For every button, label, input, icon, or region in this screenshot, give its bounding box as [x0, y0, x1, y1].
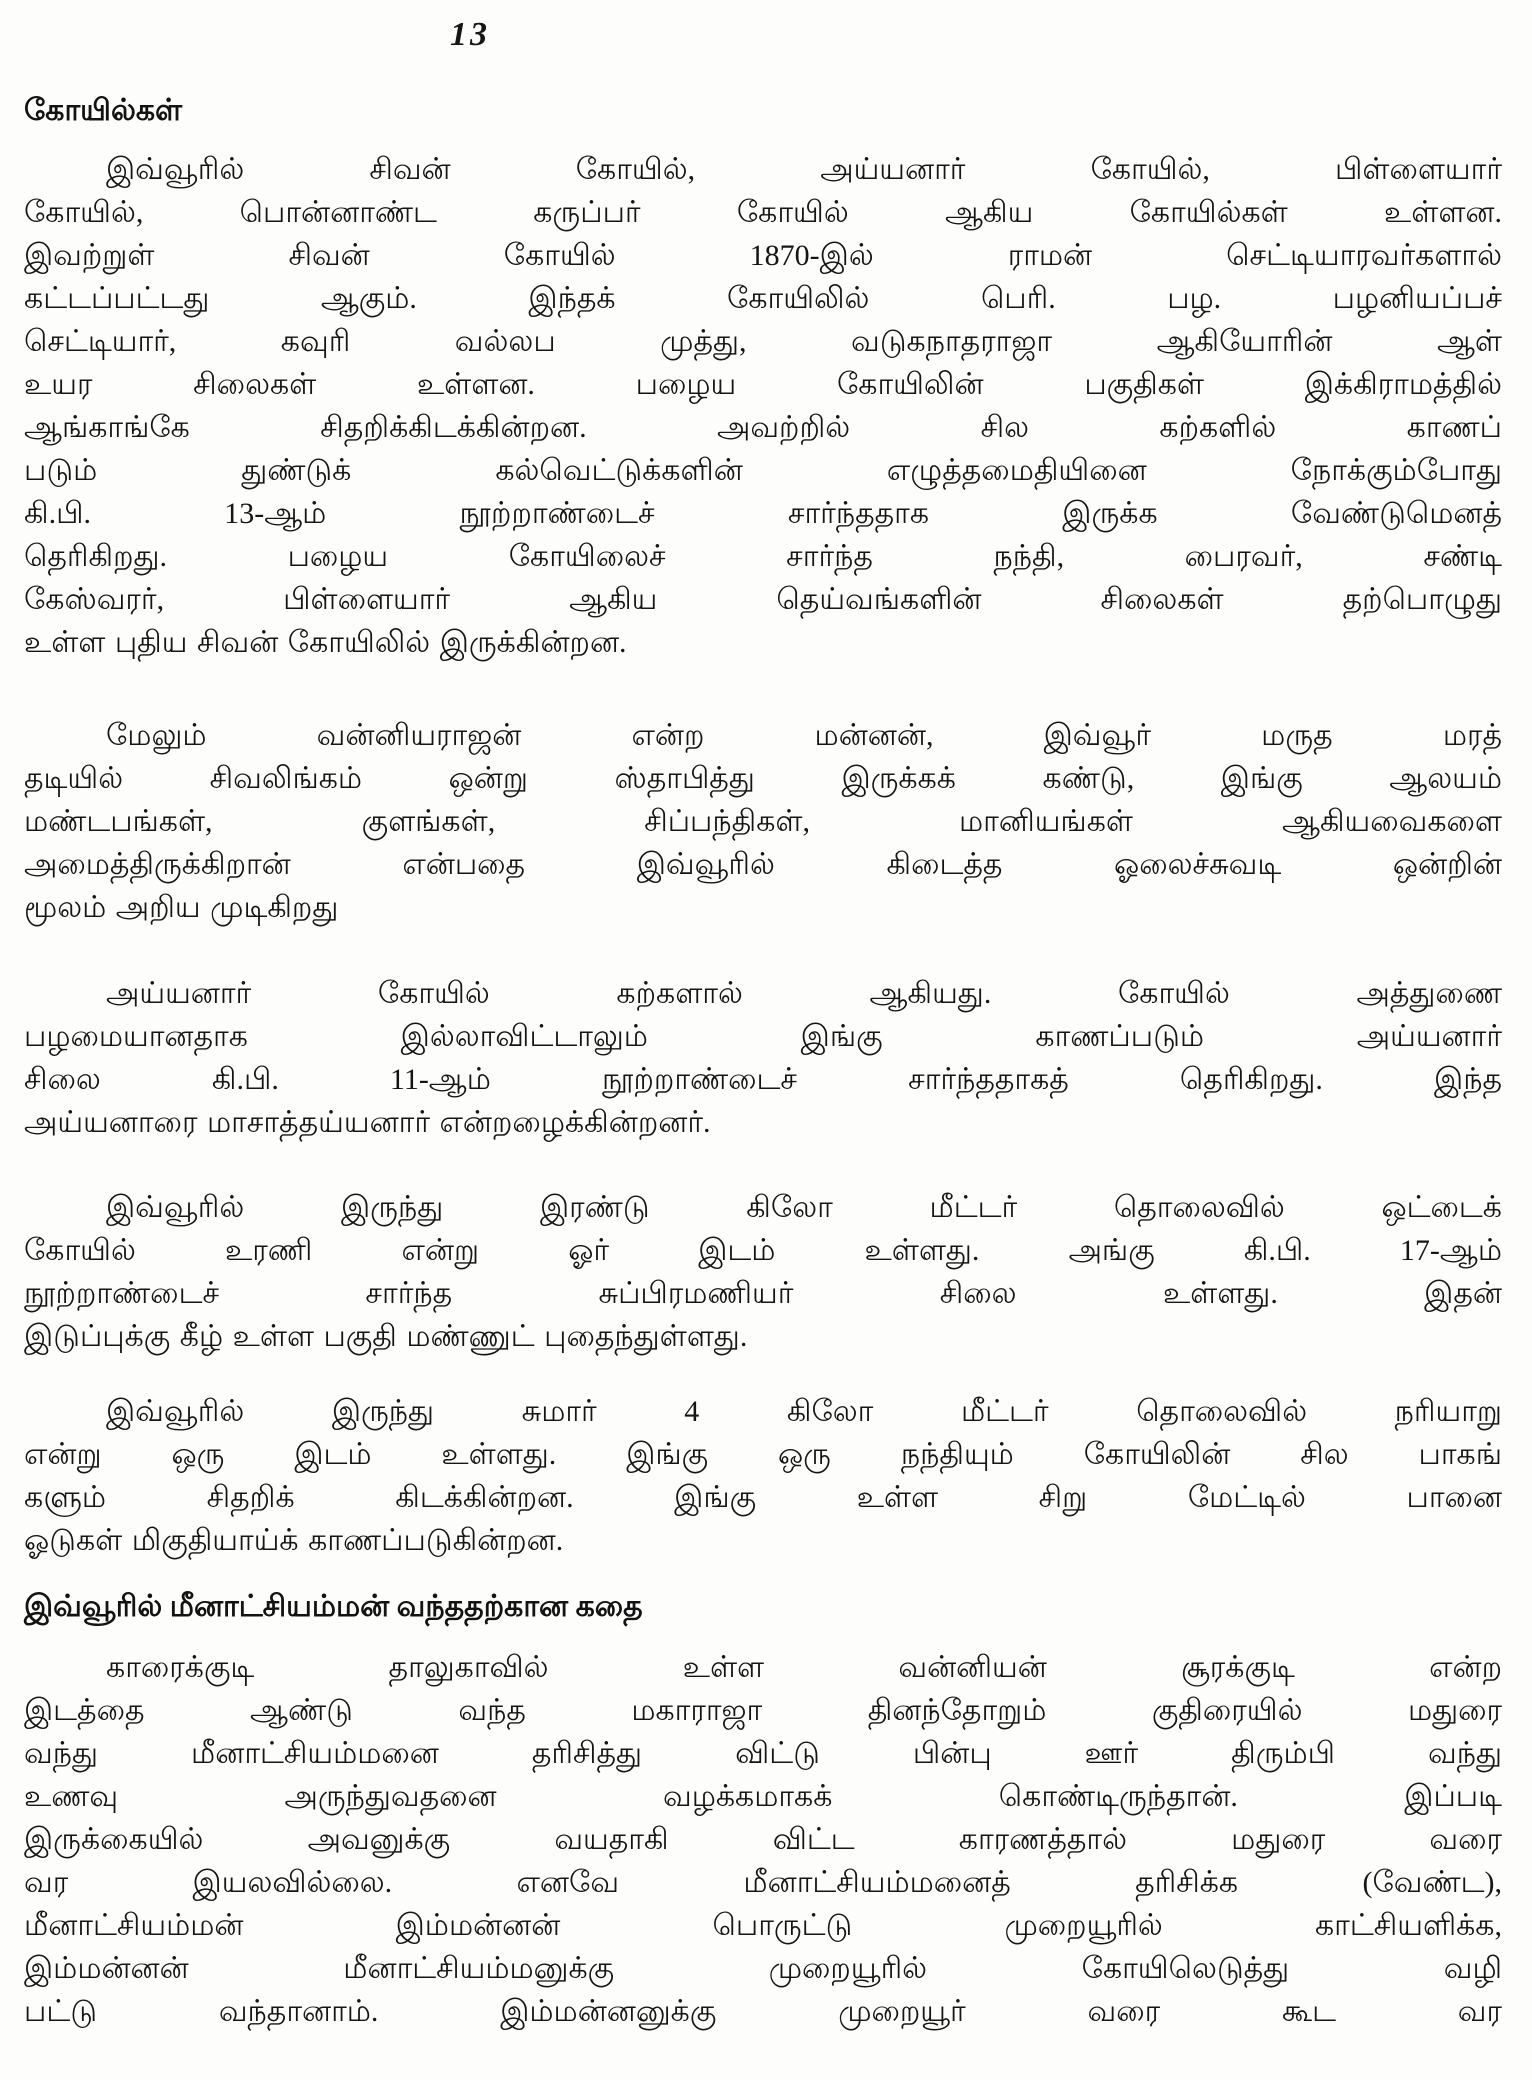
- paragraph-temples-overview: [24, 148, 1502, 664]
- text-line: இம்மன்னன் மீனாட்சியம்மனுக்கு முறையூரில் கோயிலெடுத்து வழி: [24, 1952, 1502, 1985]
- page-number: 13: [450, 16, 490, 53]
- text-line: கட்டப்பட்டது ஆகும். இந்தக் கோயிலில் பெரி. பழ. பழனியப்பச்: [24, 282, 1502, 315]
- paragraph-vanniyarajan-lingam: [24, 714, 1502, 929]
- text-line: வர இயலவில்லை. எனவே மீனாட்சியம்மனைத் தரிசிக்க (வேண்ட),: [24, 1866, 1502, 1899]
- text-line: இவற்றுள் சிவன் கோயில் 1870-இல் ராமன் செட்டியாரவர்களால்: [24, 239, 1502, 272]
- text-line: இருக்கையில் அவனுக்கு வயதாகி விட்ட காரணத்தால் மதுரை வரை: [24, 1823, 1502, 1856]
- text-line: கி.பி. 13-ஆம் நூற்றாண்டைச் சார்ந்ததாக இருக்க வேண்டுமெனத்: [24, 497, 1502, 530]
- text-line: என்று ஒரு இடம் உள்ளது. இங்கு ஒரு நந்தியும் கோயிலின் சில பாகங்: [24, 1438, 1502, 1471]
- text-line: தெரிகிறது. பழைய கோயிலைச் சார்ந்த நந்தி, பைரவர், சண்டி: [24, 540, 1502, 573]
- text-line: இவ்வூரில் சிவன் கோயில், அய்யனார் கோயில், பிள்ளையார்: [106, 153, 1502, 186]
- text-line: பழமையானதாக இல்லாவிட்டாலும் இங்கு காணப்படும் அய்யனார்: [24, 1020, 1502, 1053]
- text-line: படும் துண்டுக் கல்வெட்டுக்களின் எழுத்தமைதியினை நோக்கும்போது: [24, 454, 1502, 487]
- text-line: மீனாட்சியம்மன் இம்மன்னன் பொருட்டு முறையூரில் காட்சியளிக்க,: [24, 1909, 1502, 1942]
- text-line: இடுப்புக்கு கீழ் உள்ள பகுதி மண்ணுட் புதைந்துள்ளது.: [24, 1320, 748, 1353]
- paragraph-ottaikoyil-urani: [24, 1186, 1502, 1358]
- paragraph-meenakshi-story: [24, 1646, 1502, 2033]
- text-line: அய்யனார் கோயில் கற்களால் ஆகியது. கோயில் அத்துணை: [106, 977, 1502, 1010]
- text-line: இடத்தை ஆண்டு வந்த மகாராஜா தினந்தோறும் குதிரையில் மதுரை: [24, 1694, 1502, 1727]
- text-line: கோயில் உரணி என்று ஓர் இடம் உள்ளது. அங்கு கி.பி. 17-ஆம்: [24, 1234, 1502, 1267]
- text-line: மூலம் அறிய முடிகிறது: [24, 891, 339, 924]
- text-line: மேலும் வன்னியராஜன் என்ற மன்னன், இவ்வூர் மருத மரத்: [106, 719, 1502, 752]
- text-line: தடியில் சிவலிங்கம் ஒன்று ஸ்தாபித்து இருக்கக் கண்டு, இங்கு ஆலயம்: [24, 762, 1502, 795]
- text-line: சிலை கி.பி. 11-ஆம் நூற்றாண்டைச் சார்ந்ததாகத் தெரிகிறது. இந்த: [24, 1063, 1502, 1096]
- text-line: அமைத்திருக்கிறான் என்பதை இவ்வூரில் கிடைத்த ஓலைச்சுவடி ஒன்றின்: [24, 848, 1502, 881]
- text-line: மண்டபங்கள், குளங்கள், சிப்பந்திகள், மானியங்கள் ஆகியவைகளை: [24, 805, 1502, 838]
- text-line: உணவு அருந்துவதனை வழக்கமாகக் கொண்டிருந்தான். இப்படி: [24, 1780, 1502, 1813]
- text-line: களும் சிதறிக் கிடக்கின்றன. இங்கு உள்ள சிறு மேட்டில் பானை: [24, 1481, 1502, 1514]
- text-line: நூற்றாண்டைச் சார்ந்த சுப்பிரமணியர் சிலை உள்ளது. இதன்: [24, 1277, 1502, 1310]
- text-line: இவ்வூரில் இருந்து சுமார் 4 கிலோ மீட்டர் தொலைவில் நரியாறு: [106, 1395, 1502, 1428]
- paragraph-nariyaru: [24, 1390, 1502, 1562]
- section-heading-meenakshi-story: இவ்வூரில் மீனாட்சியம்மன் வந்ததற்கான கதை: [24, 1590, 643, 1623]
- text-line: வந்து மீனாட்சியம்மனை தரிசித்து விட்டு பின்பு ஊர் திரும்பி வந்து: [24, 1737, 1502, 1770]
- text-line: ஓடுகள் மிகுதியாய்க் காணப்படுகின்றன.: [24, 1524, 564, 1557]
- text-line: உயர சிலைகள் உள்ளன. பழைய கோயிலின் பகுதிகள் இக்கிராமத்தில்: [24, 368, 1502, 401]
- text-line: அய்யனாரை மாசாத்தய்யனார் என்றழைக்கின்றனர்.: [24, 1106, 711, 1139]
- text-line: கோயில், பொன்னாண்ட கருப்பர் கோயில் ஆகிய கோயில்கள் உள்ளன.: [24, 196, 1502, 229]
- text-line: காரைக்குடி தாலுகாவில் உள்ள வன்னியன் சூரக்குடி என்ற: [106, 1651, 1502, 1684]
- text-line: கேஸ்வரர், பிள்ளையார் ஆகிய தெய்வங்களின் சிலைகள் தற்பொழுது: [24, 583, 1502, 616]
- paragraph-ayyanar-temple: [24, 972, 1502, 1144]
- text-line: ஆங்காங்கே சிதறிக்கிடக்கின்றன. அவற்றில் சில கற்களில் காணப்: [24, 411, 1502, 444]
- text-line: செட்டியார், கவுரி வல்லப முத்து, வடுகநாதராஜா ஆகியோரின் ஆள்: [24, 325, 1502, 358]
- text-line: இவ்வூரில் இருந்து இரண்டு கிலோ மீட்டர் தொலைவில் ஒட்டைக்: [106, 1191, 1502, 1224]
- text-line: பட்டு வந்தானாம். இம்மன்னனுக்கு முறையூர் வரை கூட வர: [24, 1995, 1502, 2028]
- section-heading-temples: கோயில்கள்: [24, 94, 183, 127]
- text-line: உள்ள புதிய சிவன் கோயிலில் இருக்கின்றன.: [24, 626, 627, 659]
